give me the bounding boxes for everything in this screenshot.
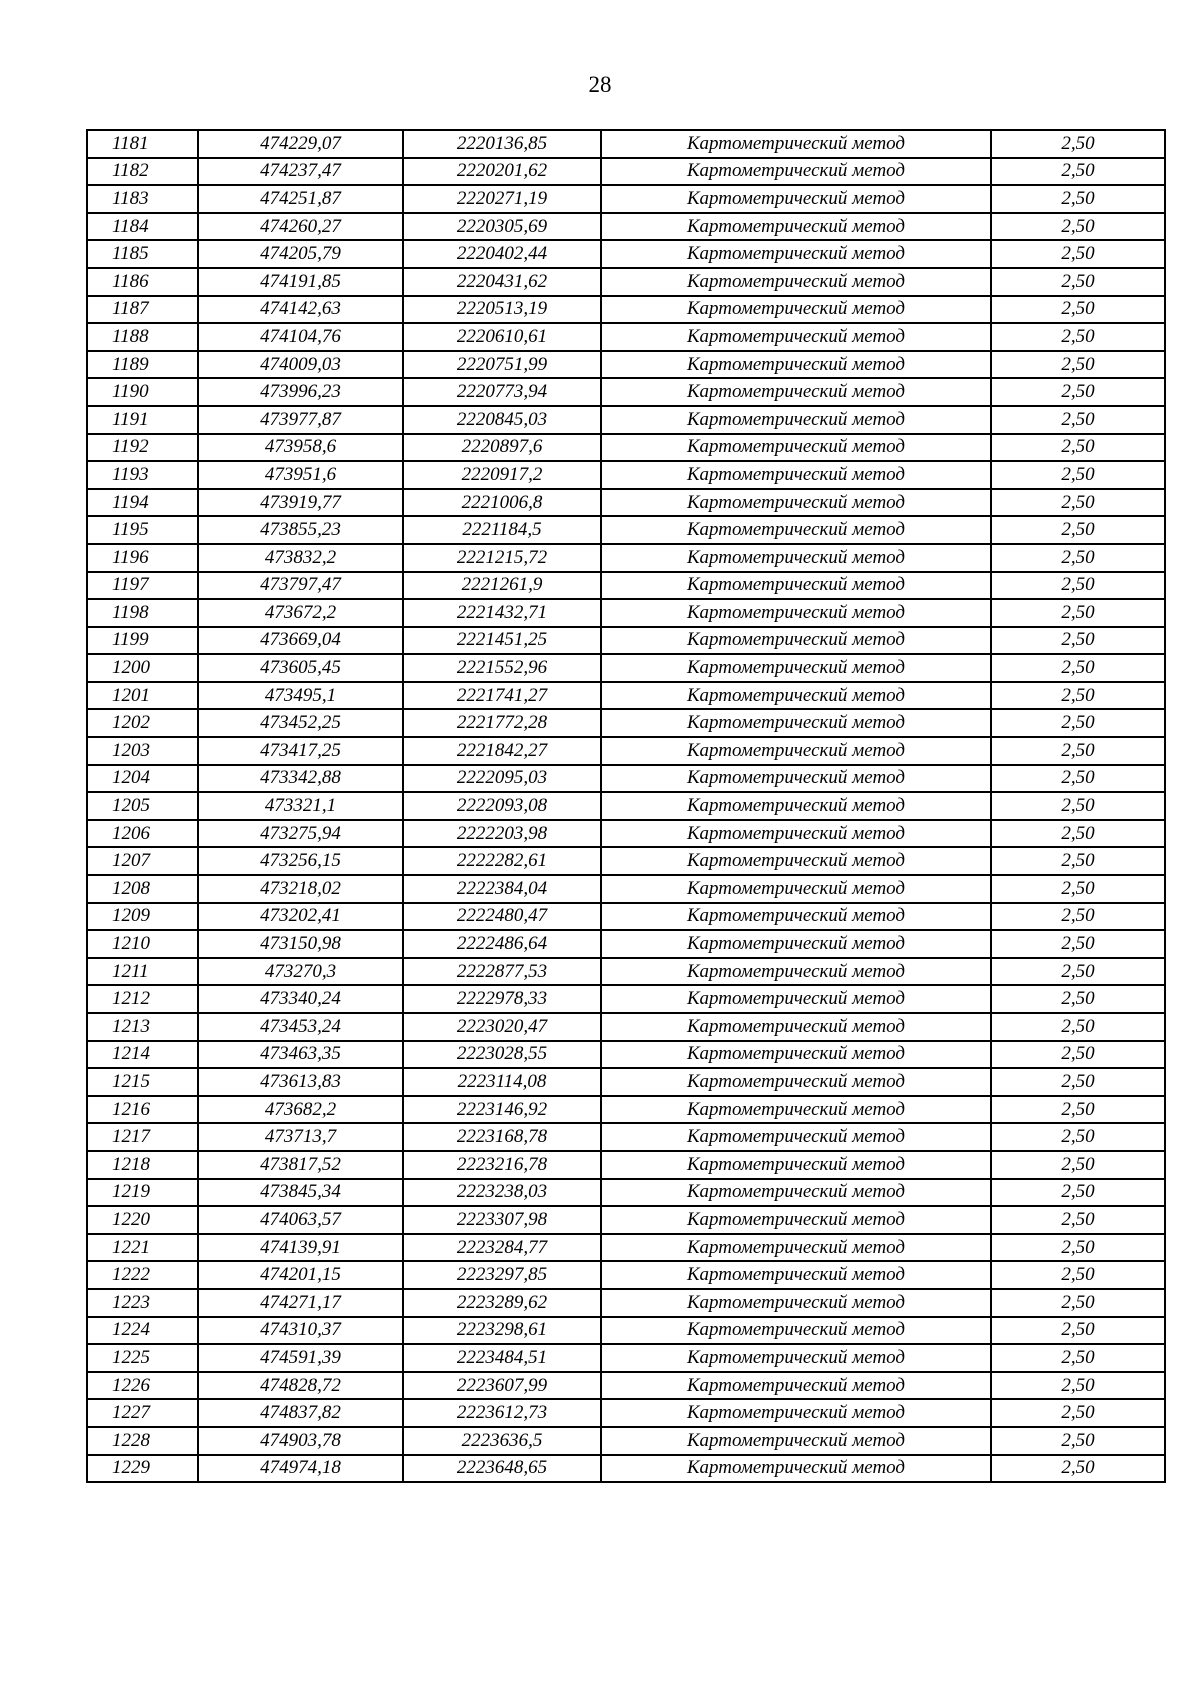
- accuracy-cell: 2,50: [991, 1344, 1165, 1372]
- y-coordinate-cell: 2223168,78: [403, 1123, 601, 1151]
- y-coordinate-cell: 2223484,51: [403, 1344, 601, 1372]
- y-coordinate-cell: 2220845,03: [403, 406, 601, 434]
- x-coordinate-cell: 473463,35: [198, 1041, 403, 1069]
- point-number-cell: 1189: [87, 351, 198, 379]
- x-coordinate-cell: 474104,76: [198, 323, 403, 351]
- accuracy-cell: 2,50: [991, 1234, 1165, 1262]
- point-number-cell: 1188: [87, 323, 198, 351]
- method-cell: Картометрический метод: [601, 930, 991, 958]
- table-row: [87, 765, 1165, 793]
- method-cell: Картометрический метод: [601, 1427, 991, 1455]
- x-coordinate-cell: 473452,25: [198, 709, 403, 737]
- y-coordinate-cell: 2220402,44: [403, 240, 601, 268]
- x-coordinate-cell: 474837,82: [198, 1399, 403, 1427]
- y-coordinate-cell: 2223298,61: [403, 1317, 601, 1345]
- x-coordinate-cell: 473150,98: [198, 930, 403, 958]
- accuracy-cell: 2,50: [991, 296, 1165, 324]
- y-coordinate-cell: 2220136,85: [403, 130, 601, 158]
- table-row: [87, 875, 1165, 903]
- method-cell: Картометрический метод: [601, 516, 991, 544]
- point-number-cell: 1224: [87, 1317, 198, 1345]
- point-number-cell: 1184: [87, 213, 198, 241]
- accuracy-cell: 2,50: [991, 1179, 1165, 1207]
- page-number: 28: [588, 72, 612, 97]
- accuracy-cell: 2,50: [991, 903, 1165, 931]
- y-coordinate-cell: 2223607,99: [403, 1372, 601, 1400]
- table-row: [87, 323, 1165, 351]
- x-coordinate-cell: 473417,25: [198, 737, 403, 765]
- accuracy-cell: 2,50: [991, 323, 1165, 351]
- point-number-cell: 1198: [87, 599, 198, 627]
- y-coordinate-cell: 2222093,08: [403, 792, 601, 820]
- x-coordinate-cell: 474828,72: [198, 1372, 403, 1400]
- x-coordinate-cell: 474271,17: [198, 1289, 403, 1317]
- y-coordinate-cell: 2223612,73: [403, 1399, 601, 1427]
- accuracy-cell: 2,50: [991, 627, 1165, 655]
- table-row: [87, 213, 1165, 241]
- x-coordinate-cell: 474974,18: [198, 1455, 403, 1483]
- accuracy-cell: 2,50: [991, 737, 1165, 765]
- method-cell: Картометрический метод: [601, 1151, 991, 1179]
- method-cell: Картометрический метод: [601, 958, 991, 986]
- table-row: [87, 599, 1165, 627]
- method-cell: Картометрический метод: [601, 461, 991, 489]
- method-cell: Картометрический метод: [601, 627, 991, 655]
- x-coordinate-cell: 474205,79: [198, 240, 403, 268]
- table-row: [87, 1261, 1165, 1289]
- method-cell: Картометрический метод: [601, 434, 991, 462]
- accuracy-cell: 2,50: [991, 240, 1165, 268]
- x-coordinate-cell: 474063,57: [198, 1206, 403, 1234]
- method-cell: Картометрический метод: [601, 213, 991, 241]
- y-coordinate-cell: 2223020,47: [403, 1013, 601, 1041]
- table-row: [87, 1317, 1165, 1345]
- y-coordinate-cell: 2221432,71: [403, 599, 601, 627]
- table-row: [87, 1151, 1165, 1179]
- point-number-cell: 1200: [87, 654, 198, 682]
- accuracy-cell: 2,50: [991, 599, 1165, 627]
- table-row: [87, 130, 1165, 158]
- accuracy-cell: 2,50: [991, 682, 1165, 710]
- method-cell: Картометрический метод: [601, 1261, 991, 1289]
- method-cell: Картометрический метод: [601, 1455, 991, 1483]
- point-number-cell: 1213: [87, 1013, 198, 1041]
- x-coordinate-cell: 473340,24: [198, 985, 403, 1013]
- point-number-cell: 1219: [87, 1179, 198, 1207]
- accuracy-cell: 2,50: [991, 130, 1165, 158]
- accuracy-cell: 2,50: [991, 185, 1165, 213]
- y-coordinate-cell: 2220751,99: [403, 351, 601, 379]
- accuracy-cell: 2,50: [991, 213, 1165, 241]
- point-number-cell: 1225: [87, 1344, 198, 1372]
- table-row: [87, 709, 1165, 737]
- y-coordinate-cell: 2220773,94: [403, 378, 601, 406]
- method-cell: Картометрический метод: [601, 792, 991, 820]
- point-number-cell: 1211: [87, 958, 198, 986]
- table-row: [87, 958, 1165, 986]
- point-number-cell: 1215: [87, 1068, 198, 1096]
- table-row: [87, 185, 1165, 213]
- y-coordinate-cell: 2221184,5: [403, 516, 601, 544]
- x-coordinate-cell: 474191,85: [198, 268, 403, 296]
- x-coordinate-cell: 474009,03: [198, 351, 403, 379]
- method-cell: Картометрический метод: [601, 1344, 991, 1372]
- y-coordinate-cell: 2220917,2: [403, 461, 601, 489]
- x-coordinate-cell: 473270,3: [198, 958, 403, 986]
- method-cell: Картометрический метод: [601, 1123, 991, 1151]
- x-coordinate-cell: 473453,24: [198, 1013, 403, 1041]
- y-coordinate-cell: 2223146,92: [403, 1096, 601, 1124]
- accuracy-cell: 2,50: [991, 489, 1165, 517]
- x-coordinate-cell: 473951,6: [198, 461, 403, 489]
- y-coordinate-cell: 2221741,27: [403, 682, 601, 710]
- point-number-cell: 1209: [87, 903, 198, 931]
- point-number-cell: 1216: [87, 1096, 198, 1124]
- y-coordinate-cell: 2222978,33: [403, 985, 601, 1013]
- y-coordinate-cell: 2223216,78: [403, 1151, 601, 1179]
- accuracy-cell: 2,50: [991, 572, 1165, 600]
- x-coordinate-cell: 473832,2: [198, 544, 403, 572]
- method-cell: Картометрический метод: [601, 820, 991, 848]
- x-coordinate-cell: 473672,2: [198, 599, 403, 627]
- method-cell: Картометрический метод: [601, 351, 991, 379]
- y-coordinate-cell: 2223284,77: [403, 1234, 601, 1262]
- x-coordinate-cell: 473202,41: [198, 903, 403, 931]
- accuracy-cell: 2,50: [991, 1427, 1165, 1455]
- method-cell: Картометрический метод: [601, 544, 991, 572]
- method-cell: Картометрический метод: [601, 489, 991, 517]
- accuracy-cell: 2,50: [991, 765, 1165, 793]
- table-row: [87, 820, 1165, 848]
- point-number-cell: 1205: [87, 792, 198, 820]
- table-row: [87, 268, 1165, 296]
- method-cell: Картометрический метод: [601, 1289, 991, 1317]
- table-row: [87, 572, 1165, 600]
- point-number-cell: 1185: [87, 240, 198, 268]
- y-coordinate-cell: 2223307,98: [403, 1206, 601, 1234]
- point-number-cell: 1218: [87, 1151, 198, 1179]
- method-cell: Картометрический метод: [601, 682, 991, 710]
- accuracy-cell: 2,50: [991, 1123, 1165, 1151]
- coordinates-table-body: [87, 130, 1165, 1482]
- method-cell: Картометрический метод: [601, 323, 991, 351]
- method-cell: Картометрический метод: [601, 985, 991, 1013]
- x-coordinate-cell: 474591,39: [198, 1344, 403, 1372]
- point-number-cell: 1190: [87, 378, 198, 406]
- table-row: [87, 378, 1165, 406]
- method-cell: Картометрический метод: [601, 765, 991, 793]
- accuracy-cell: 2,50: [991, 1455, 1165, 1483]
- method-cell: Картометрический метод: [601, 1206, 991, 1234]
- table-row: [87, 627, 1165, 655]
- coordinates-table: [86, 129, 1166, 1483]
- method-cell: Картометрический метод: [601, 1096, 991, 1124]
- accuracy-cell: 2,50: [991, 1289, 1165, 1317]
- x-coordinate-cell: 474237,47: [198, 158, 403, 186]
- table-row: [87, 1344, 1165, 1372]
- accuracy-cell: 2,50: [991, 1068, 1165, 1096]
- method-cell: Картометрический метод: [601, 240, 991, 268]
- y-coordinate-cell: 2220431,62: [403, 268, 601, 296]
- x-coordinate-cell: 473256,15: [198, 847, 403, 875]
- x-coordinate-cell: 473605,45: [198, 654, 403, 682]
- point-number-cell: 1214: [87, 1041, 198, 1069]
- point-number-cell: 1220: [87, 1206, 198, 1234]
- point-number-cell: 1181: [87, 130, 198, 158]
- accuracy-cell: 2,50: [991, 406, 1165, 434]
- point-number-cell: 1191: [87, 406, 198, 434]
- accuracy-cell: 2,50: [991, 1151, 1165, 1179]
- method-cell: Картометрический метод: [601, 737, 991, 765]
- table-row: [87, 1096, 1165, 1124]
- method-cell: Картометрический метод: [601, 1234, 991, 1262]
- x-coordinate-cell: 473996,23: [198, 378, 403, 406]
- y-coordinate-cell: 2221006,8: [403, 489, 601, 517]
- x-coordinate-cell: 473713,7: [198, 1123, 403, 1151]
- y-coordinate-cell: 2223028,55: [403, 1041, 601, 1069]
- method-cell: Картометрический метод: [601, 1179, 991, 1207]
- point-number-cell: 1226: [87, 1372, 198, 1400]
- y-coordinate-cell: 2222486,64: [403, 930, 601, 958]
- accuracy-cell: 2,50: [991, 268, 1165, 296]
- accuracy-cell: 2,50: [991, 847, 1165, 875]
- x-coordinate-cell: 473817,52: [198, 1151, 403, 1179]
- x-coordinate-cell: 474201,15: [198, 1261, 403, 1289]
- y-coordinate-cell: 2223297,85: [403, 1261, 601, 1289]
- x-coordinate-cell: 474260,27: [198, 213, 403, 241]
- y-coordinate-cell: 2221261,9: [403, 572, 601, 600]
- y-coordinate-cell: 2220305,69: [403, 213, 601, 241]
- x-coordinate-cell: 474229,07: [198, 130, 403, 158]
- table-row: [87, 903, 1165, 931]
- table-row: [87, 516, 1165, 544]
- x-coordinate-cell: 473919,77: [198, 489, 403, 517]
- accuracy-cell: 2,50: [991, 1399, 1165, 1427]
- x-coordinate-cell: 474251,87: [198, 185, 403, 213]
- point-number-cell: 1223: [87, 1289, 198, 1317]
- point-number-cell: 1197: [87, 572, 198, 600]
- accuracy-cell: 2,50: [991, 516, 1165, 544]
- point-number-cell: 1222: [87, 1261, 198, 1289]
- y-coordinate-cell: 2221215,72: [403, 544, 601, 572]
- x-coordinate-cell: 473797,47: [198, 572, 403, 600]
- x-coordinate-cell: 473342,88: [198, 765, 403, 793]
- table-row: [87, 1123, 1165, 1151]
- table-row: [87, 1289, 1165, 1317]
- point-number-cell: 1207: [87, 847, 198, 875]
- table-row: [87, 930, 1165, 958]
- x-coordinate-cell: 474142,63: [198, 296, 403, 324]
- x-coordinate-cell: 474903,78: [198, 1427, 403, 1455]
- x-coordinate-cell: 473855,23: [198, 516, 403, 544]
- y-coordinate-cell: 2223636,5: [403, 1427, 601, 1455]
- table-row: [87, 489, 1165, 517]
- point-number-cell: 1196: [87, 544, 198, 572]
- point-number-cell: 1217: [87, 1123, 198, 1151]
- y-coordinate-cell: 2222877,53: [403, 958, 601, 986]
- point-number-cell: 1193: [87, 461, 198, 489]
- method-cell: Картометрический метод: [601, 130, 991, 158]
- table-row: [87, 1179, 1165, 1207]
- point-number-cell: 1221: [87, 1234, 198, 1262]
- method-cell: Картометрический метод: [601, 709, 991, 737]
- point-number-cell: 1183: [87, 185, 198, 213]
- table-row: [87, 1455, 1165, 1483]
- accuracy-cell: 2,50: [991, 792, 1165, 820]
- method-cell: Картометрический метод: [601, 185, 991, 213]
- method-cell: Картометрический метод: [601, 378, 991, 406]
- point-number-cell: 1228: [87, 1427, 198, 1455]
- y-coordinate-cell: 2220271,19: [403, 185, 601, 213]
- accuracy-cell: 2,50: [991, 985, 1165, 1013]
- table-row: [87, 1041, 1165, 1069]
- accuracy-cell: 2,50: [991, 709, 1165, 737]
- point-number-cell: 1227: [87, 1399, 198, 1427]
- y-coordinate-cell: 2222203,98: [403, 820, 601, 848]
- y-coordinate-cell: 2221451,25: [403, 627, 601, 655]
- table-row: [87, 1068, 1165, 1096]
- accuracy-cell: 2,50: [991, 875, 1165, 903]
- table-row: [87, 654, 1165, 682]
- method-cell: Картометрический метод: [601, 1317, 991, 1345]
- table-row: [87, 461, 1165, 489]
- x-coordinate-cell: 473321,1: [198, 792, 403, 820]
- y-coordinate-cell: 2222095,03: [403, 765, 601, 793]
- table-row: [87, 985, 1165, 1013]
- y-coordinate-cell: 2221842,27: [403, 737, 601, 765]
- x-coordinate-cell: 473682,2: [198, 1096, 403, 1124]
- accuracy-cell: 2,50: [991, 820, 1165, 848]
- x-coordinate-cell: 474139,91: [198, 1234, 403, 1262]
- method-cell: Картометрический метод: [601, 406, 991, 434]
- point-number-cell: 1210: [87, 930, 198, 958]
- table-row: [87, 1372, 1165, 1400]
- accuracy-cell: 2,50: [991, 1206, 1165, 1234]
- method-cell: Картометрический метод: [601, 296, 991, 324]
- accuracy-cell: 2,50: [991, 1096, 1165, 1124]
- y-coordinate-cell: 2222384,04: [403, 875, 601, 903]
- method-cell: Картометрический метод: [601, 572, 991, 600]
- accuracy-cell: 2,50: [991, 1041, 1165, 1069]
- accuracy-cell: 2,50: [991, 461, 1165, 489]
- method-cell: Картометрический метод: [601, 1041, 991, 1069]
- x-coordinate-cell: 473495,1: [198, 682, 403, 710]
- table-row: [87, 351, 1165, 379]
- point-number-cell: 1208: [87, 875, 198, 903]
- x-coordinate-cell: 473275,94: [198, 820, 403, 848]
- table-row: [87, 792, 1165, 820]
- table-row: [87, 406, 1165, 434]
- table-row: [87, 682, 1165, 710]
- x-coordinate-cell: 473218,02: [198, 875, 403, 903]
- point-number-cell: 1229: [87, 1455, 198, 1483]
- accuracy-cell: 2,50: [991, 158, 1165, 186]
- y-coordinate-cell: 2223648,65: [403, 1455, 601, 1483]
- point-number-cell: 1192: [87, 434, 198, 462]
- method-cell: Картометрический метод: [601, 903, 991, 931]
- x-coordinate-cell: 473958,6: [198, 434, 403, 462]
- accuracy-cell: 2,50: [991, 434, 1165, 462]
- table-row: [87, 1234, 1165, 1262]
- point-number-cell: 1204: [87, 765, 198, 793]
- table-row: [87, 1013, 1165, 1041]
- x-coordinate-cell: 473613,83: [198, 1068, 403, 1096]
- point-number-cell: 1187: [87, 296, 198, 324]
- method-cell: Картометрический метод: [601, 1399, 991, 1427]
- accuracy-cell: 2,50: [991, 1317, 1165, 1345]
- y-coordinate-cell: 2220201,62: [403, 158, 601, 186]
- table-row: [87, 544, 1165, 572]
- accuracy-cell: 2,50: [991, 930, 1165, 958]
- point-number-cell: 1186: [87, 268, 198, 296]
- y-coordinate-cell: 2220610,61: [403, 323, 601, 351]
- method-cell: Картометрический метод: [601, 847, 991, 875]
- method-cell: Картометрический метод: [601, 158, 991, 186]
- point-number-cell: 1206: [87, 820, 198, 848]
- table-row: [87, 1206, 1165, 1234]
- accuracy-cell: 2,50: [991, 1013, 1165, 1041]
- point-number-cell: 1202: [87, 709, 198, 737]
- y-coordinate-cell: 2222282,61: [403, 847, 601, 875]
- x-coordinate-cell: 473845,34: [198, 1179, 403, 1207]
- accuracy-cell: 2,50: [991, 544, 1165, 572]
- y-coordinate-cell: 2223289,62: [403, 1289, 601, 1317]
- table-row: [87, 1427, 1165, 1455]
- method-cell: Картометрический метод: [601, 1372, 991, 1400]
- table-row: [87, 296, 1165, 324]
- y-coordinate-cell: 2220897,6: [403, 434, 601, 462]
- table-row: [87, 1399, 1165, 1427]
- table-row: [87, 240, 1165, 268]
- accuracy-cell: 2,50: [991, 958, 1165, 986]
- accuracy-cell: 2,50: [991, 351, 1165, 379]
- table-row: [87, 434, 1165, 462]
- y-coordinate-cell: 2223114,08: [403, 1068, 601, 1096]
- table-row: [87, 737, 1165, 765]
- point-number-cell: 1194: [87, 489, 198, 517]
- y-coordinate-cell: 2222480,47: [403, 903, 601, 931]
- accuracy-cell: 2,50: [991, 654, 1165, 682]
- y-coordinate-cell: 2220513,19: [403, 296, 601, 324]
- x-coordinate-cell: 473977,87: [198, 406, 403, 434]
- point-number-cell: 1195: [87, 516, 198, 544]
- x-coordinate-cell: 474310,37: [198, 1317, 403, 1345]
- y-coordinate-cell: 2223238,03: [403, 1179, 601, 1207]
- table-row: [87, 158, 1165, 186]
- method-cell: Картометрический метод: [601, 875, 991, 903]
- method-cell: Картометрический метод: [601, 654, 991, 682]
- point-number-cell: 1199: [87, 627, 198, 655]
- method-cell: Картометрический метод: [601, 599, 991, 627]
- table-row: [87, 847, 1165, 875]
- x-coordinate-cell: 473669,04: [198, 627, 403, 655]
- accuracy-cell: 2,50: [991, 1261, 1165, 1289]
- point-number-cell: 1201: [87, 682, 198, 710]
- point-number-cell: 1203: [87, 737, 198, 765]
- point-number-cell: 1182: [87, 158, 198, 186]
- method-cell: Картометрический метод: [601, 1013, 991, 1041]
- y-coordinate-cell: 2221772,28: [403, 709, 601, 737]
- method-cell: Картометрический метод: [601, 1068, 991, 1096]
- y-coordinate-cell: 2221552,96: [403, 654, 601, 682]
- accuracy-cell: 2,50: [991, 378, 1165, 406]
- method-cell: Картометрический метод: [601, 268, 991, 296]
- point-number-cell: 1212: [87, 985, 198, 1013]
- accuracy-cell: 2,50: [991, 1372, 1165, 1400]
